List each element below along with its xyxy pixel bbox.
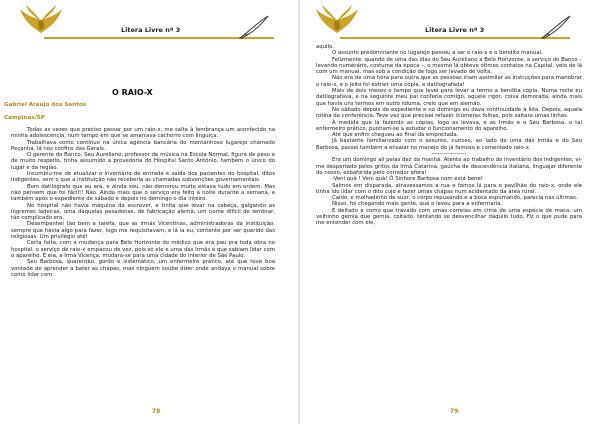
paragraph: Incumbiu-me de atualizar o inventário de entrada e saída dos pacientes do hospital, ditos indigentes, sem o que a instituição não receberia as chamadas subvenções governamentais. bbox=[11, 171, 275, 184]
paragraph: Trabalhava como contínuo na única agência bancária do montanhoso lugarejo chamado Peçanha, lá nos confins das Gerais. bbox=[11, 139, 275, 152]
paragraph: Saímos em disparada, atravessamos a rua e fomos lá para o pavilhão do raio-x, onde ele tinha ido lidar com o dito cujo e fazer umas chapas num acidentado da área rural. bbox=[316, 182, 582, 195]
paragraph: -Veni quà ! Veni quà! Ó Sinhore Barbosa nom está bene! bbox=[332, 176, 483, 183]
right-page bbox=[300, 0, 600, 424]
paragraph: No hospital não havia máquina de escrever, e tinha que levar na cabeça, galgando as íngremes ladeiras, uma daquelas pesadonas, de fabricação alemã, um nome difícil de lembrar, tão complicado era. bbox=[11, 202, 275, 222]
paragraph: No sábado depois do expediente e no domingo eu dava continuidade à lida. Depois, aquela rotina da conferência. Teve vez que precisei refazer inúmeras folhas, pois saltara umas linhas. bbox=[316, 106, 582, 120]
paragraph: O gerente do Banco, Seu Aureliano, professor de música na Escola Normal, figura de peso e de muito respeito, tinha assumido a provedoria do Hospital Santo Antônio, também o único do lugar e da região. bbox=[11, 152, 275, 171]
author-name: Gabriel Araujo dos Santos bbox=[4, 102, 87, 108]
header-divider bbox=[340, 37, 570, 39]
paragraph: Felizmente, quando de uma das idas do Seu Aureliano a Belo Horizonte, a serviço do Banco – levando numerário, costume da época –, o mesmo lá obteve ótimos contatos na Capital, veio de lá com um manual, mas sob a condição de logo ser levado de volta. bbox=[316, 56, 582, 76]
paragraph: Até que enfim chegueu ao final da empreitada. bbox=[332, 132, 459, 139]
paragraph: Não era de uma hora para outra que as pessoas iriam assimilar as instruções para manobrar o raio-x, e o jeito foi extrair uma cópia, e datilografada! bbox=[316, 75, 582, 88]
paragraph: Caído, e molhadinho de suor, o corpo repuxando e a boca espumando, parecia nas últimas. bbox=[332, 195, 578, 202]
left-body-text bbox=[11, 127, 275, 278]
quill-pen-icon bbox=[540, 14, 572, 40]
winged-emblem-icon bbox=[18, 3, 64, 37]
page-number: 78 bbox=[152, 408, 161, 415]
paragraph: Nisso, foi chegando mais gente, que o levou para a enfermaria. bbox=[332, 201, 503, 208]
header-title: Litera Livre nº 3 bbox=[121, 26, 181, 34]
header-title: Litera Livre nº 3 bbox=[425, 26, 485, 34]
paragraph: À medida que ia fazendo as cópias, logo as levava, e as Irmãs e o Seu Barbosa, o tal enfermeiro prático, punham-se a estudar o funcionamento do aparelho. bbox=[316, 119, 582, 132]
paragraph: Mais de dois meses o tempo que levei para levar a termo a bendita cópia. Numa noite eu datilografava, e na seguinte meu pai conferia comigo, aquele rigor, coisa demorada, ainda mais que havia uns termos em outro idioma, creio que em alemão. bbox=[316, 88, 582, 107]
paragraph: Desempenhei tão bem a tarefa, que as Irmãs Vicentinas, administradoras da instituição, sempre que havia algo para fazer, logo me requisitavam, e lá ia eu, contente por ser querido das religiosas. Um privilégio até! bbox=[11, 221, 275, 241]
paragraph: aquilo. bbox=[316, 44, 334, 50]
paragraph: E deitado e como que travado com umas correias em cima de uma espécie de maca, um velhinho gemia que gemia, coitado, tentando se desvencilhar daquilo tudo. Fiz o que pude para me entender com ele, bbox=[316, 207, 582, 227]
quill-pen-icon bbox=[238, 14, 270, 40]
paragraph: Seu Barbosa, quarentão, gordo e sistemático, um enfermeiro prático, até que teve boa vontade de aprender a bater as chapas, mas ninguém soube dizer onde andava o manual sobre como lidar com bbox=[11, 259, 275, 278]
paragraph: O assunto predominante no lugarejo passou a ser o raio-x e o bendito manual. bbox=[332, 50, 543, 57]
paragraph: Era um domingo ali pelas dez da manhã. Atento ao trabalho do inventário dos indigentes, vi-me despertado pelos gritos da Irmã Catarina, gaúcha de descendência italiana, linguajar diferente do nosso, esbaforida pelo corredor afora! bbox=[316, 157, 582, 176]
paragraph: Certa feita, com a mudança para Belo Horizonte do médico que era pau pra toda obra no hospital, o serviço de raio-x empacou de vez, pois só ele e uma das Irmãs é que sabiam lidar com o aparelho. E ela, a Irmã Vicença, mudara-se para uma cidade do interior de São Paulo. bbox=[11, 240, 275, 259]
paragraph: Já bastante familiarizado com o assunto, curioso, ao lado de uma das Irmãs e do Seu Barbosa, passei também a ensaiar no manejo do já famoso e comentado raio-x. bbox=[316, 138, 582, 151]
winged-emblem-icon bbox=[314, 3, 360, 37]
right-body-text bbox=[316, 44, 582, 227]
author-city: Campinas/SP bbox=[4, 115, 45, 121]
chapter-title: O RAIO-X bbox=[112, 88, 153, 97]
page-number: 79 bbox=[450, 408, 459, 415]
paragraph: Todas as vezes que preciso passar por um raio-x, me salta à lembrança um acontecido na minha adolescência, num tempo em que se amarrava cachorro com linguiça. bbox=[11, 127, 275, 140]
paragraph: ------------------ bbox=[431, 151, 467, 158]
paragraph: Bom datilógrafo que eu era, e ainda sou, não demorou muito estava tudo em ordem. Mas não pensem que foi fácil!! Não. Ainda mais que o serviço era feito à noite durante a semana, e também após o expediente de sábado e depois no domingo o dia inteiro. bbox=[11, 183, 275, 203]
